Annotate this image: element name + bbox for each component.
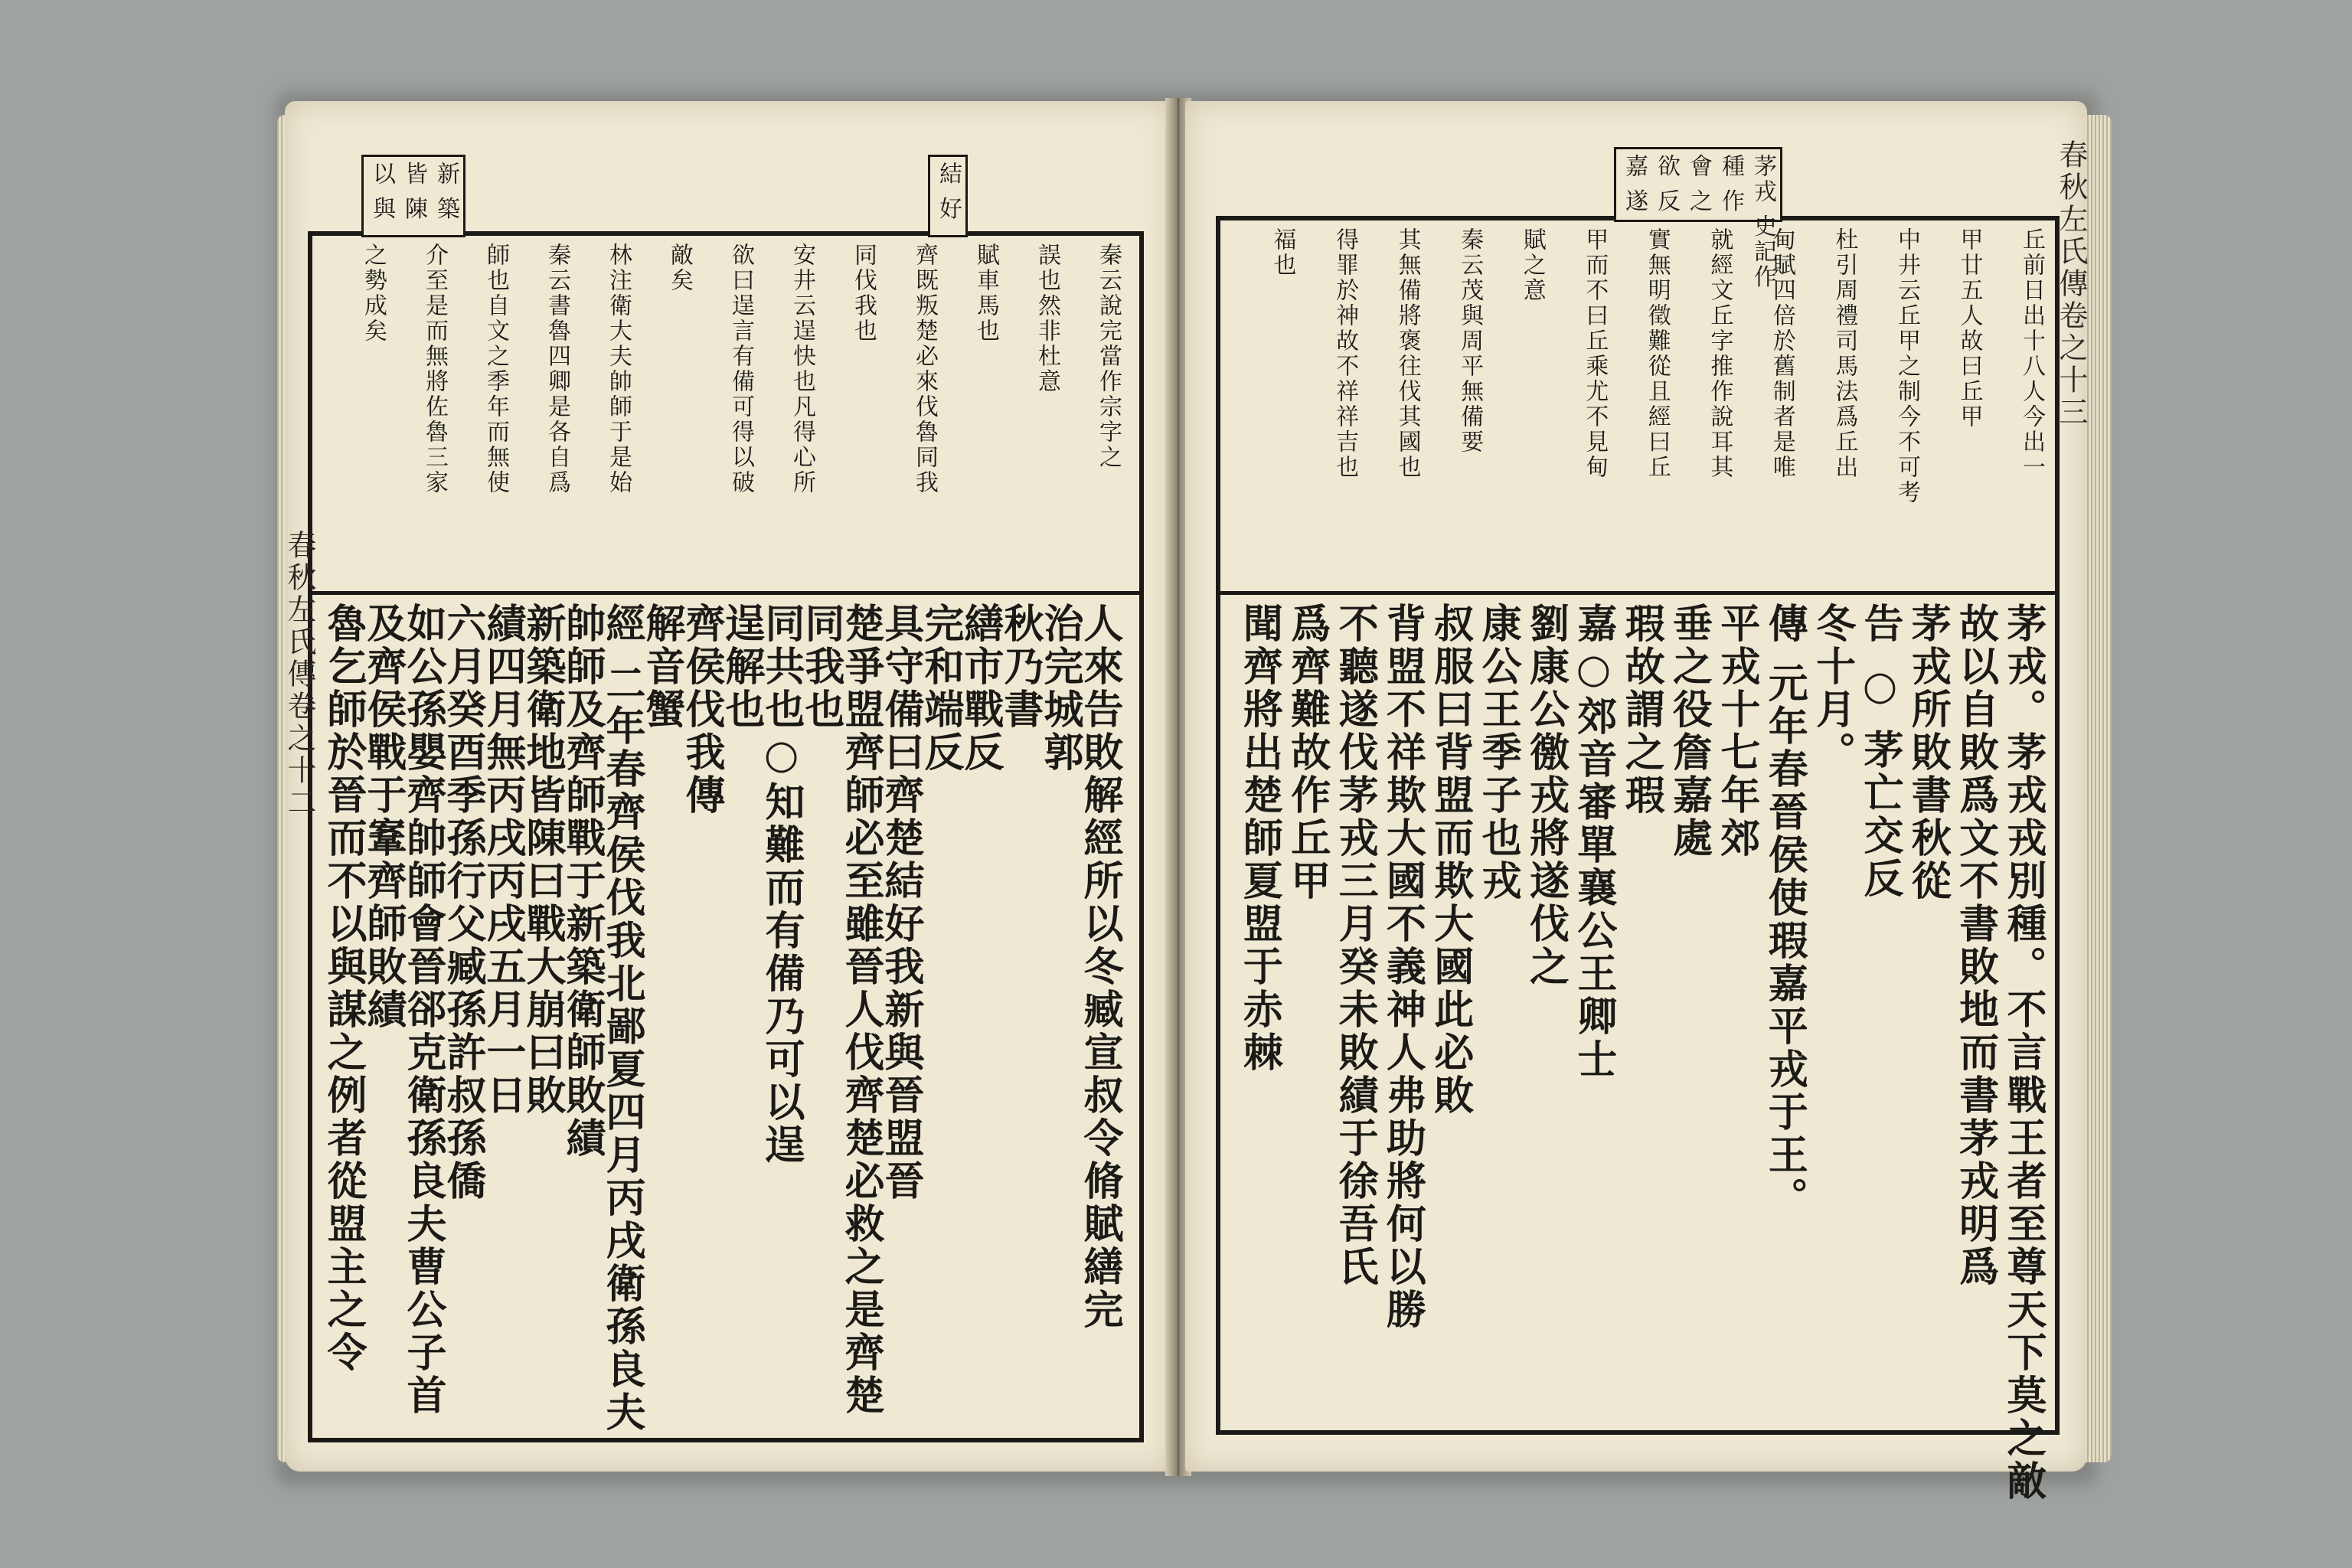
- gloss-item: 欲 反: [1653, 154, 1680, 214]
- left-top-notes: [323, 243, 1122, 583]
- text-column: 帥師及齊師戰于新築衛師敗績: [559, 603, 606, 1160]
- text-column: 茅戎。茅戎戎別種。不言戰王者至尊天下莫之敵: [2000, 603, 2047, 1503]
- text-column: 嘉○郊音審單襄公王卿士: [1570, 603, 1617, 1081]
- commentary-column: 賦之意: [1518, 227, 1546, 303]
- right-gloss-box: [1614, 147, 1782, 290]
- text-column: 故以自敗爲文不書敗地而書茅戎明爲: [1952, 603, 1999, 1289]
- commentary-column: 林注衛大夫帥師于是始: [605, 243, 632, 495]
- text-column: 冬十月。: [1808, 603, 1856, 774]
- commentary-column: 同伐我也: [850, 243, 877, 344]
- text-column: 秋乃書: [997, 603, 1044, 731]
- right-top-notes: [1231, 227, 2043, 583]
- text-column: 劉康公徼戎將遂伐之: [1522, 603, 1570, 988]
- commentary-column: 師也自文之季年而無使: [482, 243, 509, 495]
- commentary-column: 誤也然非杜意: [1034, 243, 1060, 394]
- left-page: [285, 101, 1171, 1472]
- commentary-column: 齊既叛楚必來伐魯同我: [911, 243, 938, 495]
- text-column: 解音蟹: [639, 603, 685, 731]
- left-page-margin-title: 春秋左氏傳卷之十二: [283, 530, 316, 819]
- commentary-column: 介至是而無將佐魯三家: [421, 243, 448, 495]
- left-main-text: [320, 603, 1123, 1435]
- commentary-column: 丘前日出十八人今出一: [2018, 227, 2045, 480]
- commentary-column: 中井云丘甲之制今不可考: [1893, 227, 1920, 505]
- text-column: 不聽遂伐茅戎三月癸未敗績于徐吾氏: [1331, 603, 1379, 1289]
- commentary-column: 欲曰逞言有備可得以破: [727, 243, 754, 495]
- text-column: 如公孫嬰齊帥師會晉郤克衛孫良夫曹公子首: [400, 603, 446, 1417]
- commentary-column: 秦云說完當作宗字之: [1095, 243, 1122, 470]
- gloss-item: 茅戎 史記作: [1749, 154, 1776, 290]
- text-column: 垂之役詹嘉處: [1665, 603, 1713, 860]
- commentary-column: 秦云茂與周平無備要: [1456, 227, 1484, 455]
- commentary-column: 敵矣: [666, 243, 693, 293]
- text-column: 康公王季子也戎: [1475, 603, 1522, 903]
- text-column: 爲齊難故作丘甲: [1283, 603, 1331, 903]
- gloss-item: 會 之: [1685, 154, 1712, 214]
- commentary-column: 其無備將褒往伐其國也: [1393, 227, 1421, 480]
- text-column: 及齊侯戰于鞌齊師敗績: [360, 603, 407, 1031]
- gloss-item: 結 好: [935, 162, 962, 222]
- commentary-column: 甲廿五人故曰丘甲: [1955, 227, 1983, 430]
- commentary-column: 之勢成矣: [360, 243, 387, 344]
- text-column: 新築衛地皆陳曰戰大崩曰敗: [519, 603, 566, 1117]
- text-column: 齊侯伐我傳: [678, 603, 725, 817]
- gloss-item: 種 作: [1717, 154, 1744, 214]
- text-column: 叔服曰背盟而欺大國此必敗: [1426, 603, 1474, 1117]
- text-column: 繕市戰反: [957, 603, 1004, 774]
- text-column: 人來告敗解經所以冬臧宣叔令脩賦繕完: [1076, 603, 1123, 1331]
- text-column: 六月癸酉季孫行父臧孫許叔孫僑: [439, 603, 486, 1203]
- text-column: 告 ○ 茅亡交反: [1856, 603, 1903, 901]
- text-column: 楚爭盟齊師必至雖晉人伐齊楚必救之是齊楚: [838, 603, 884, 1417]
- text-column: 背盟不祥欺大國不義神人弗助將何以勝: [1379, 603, 1426, 1331]
- gloss-item: 以 與: [368, 162, 395, 222]
- text-column: 同我也: [798, 603, 844, 731]
- right-page: [1185, 101, 2088, 1503]
- commentary-column: 甲而不曰丘乘尤不見甸: [1581, 227, 1609, 480]
- text-column: 治完城郭: [1037, 603, 1083, 774]
- text-column: 茅戎所敗書秋從: [1904, 603, 1952, 903]
- text-column: 逞解也: [718, 603, 765, 731]
- commentary-column: 賦車馬也: [972, 243, 999, 344]
- commentary-column: 杜引周禮司馬法爲丘出: [1831, 227, 1858, 480]
- commentary-column: 福也: [1269, 227, 1296, 278]
- text-column: 聞齊將出楚師夏盟于赤棘: [1236, 603, 1283, 1074]
- commentary-column: 甸賦四倍於舊制者是唯: [1768, 227, 1795, 480]
- commentary-column: 秦云書魯四卿是各自爲: [544, 243, 570, 495]
- gloss-item: 皆 陳: [400, 162, 427, 222]
- left-page-divider: [308, 591, 1142, 595]
- text-column: 具守備曰齊楚結好我新與晉盟晉: [877, 603, 924, 1203]
- left-gloss-box: [361, 155, 466, 237]
- text-column: 平戎十七年郊: [1713, 603, 1760, 860]
- text-column: 經 二年春齊侯伐我北鄙夏四月丙戌衛孫良夫: [599, 603, 645, 1435]
- gloss-item: 嘉 遂: [1621, 154, 1648, 214]
- text-column: 同共也○知難而有備乃可以逞: [758, 603, 805, 1167]
- commentary-column: 安井云逞快也凡得心所: [789, 243, 815, 495]
- text-column: 瑕故謂之瑕: [1618, 603, 1665, 817]
- commentary-column: 得罪於神故不祥祥吉也: [1331, 227, 1359, 480]
- gloss-item: 新 築: [433, 162, 459, 222]
- text-column: 完和端反: [917, 603, 964, 774]
- right-page-divider: [1216, 591, 2058, 595]
- text-column: 傳 元年春晉侯使瑕嘉平戎于王。: [1761, 603, 1808, 1220]
- text-column: 魯乞師於晉而不以與謀之例者從盟主之令: [320, 603, 367, 1374]
- right-page-margin-title: 春秋左氏傳卷之十三: [2054, 139, 2088, 429]
- left-gloss-box-2: [928, 155, 968, 237]
- commentary-column: 就經文丘字推作說耳其: [1706, 227, 1733, 480]
- text-column: 績四月無丙戌丙戌五月一日: [479, 603, 526, 1117]
- commentary-column: 實無明徵難從且經曰丘: [1643, 227, 1671, 480]
- right-main-text: [1231, 603, 2047, 1503]
